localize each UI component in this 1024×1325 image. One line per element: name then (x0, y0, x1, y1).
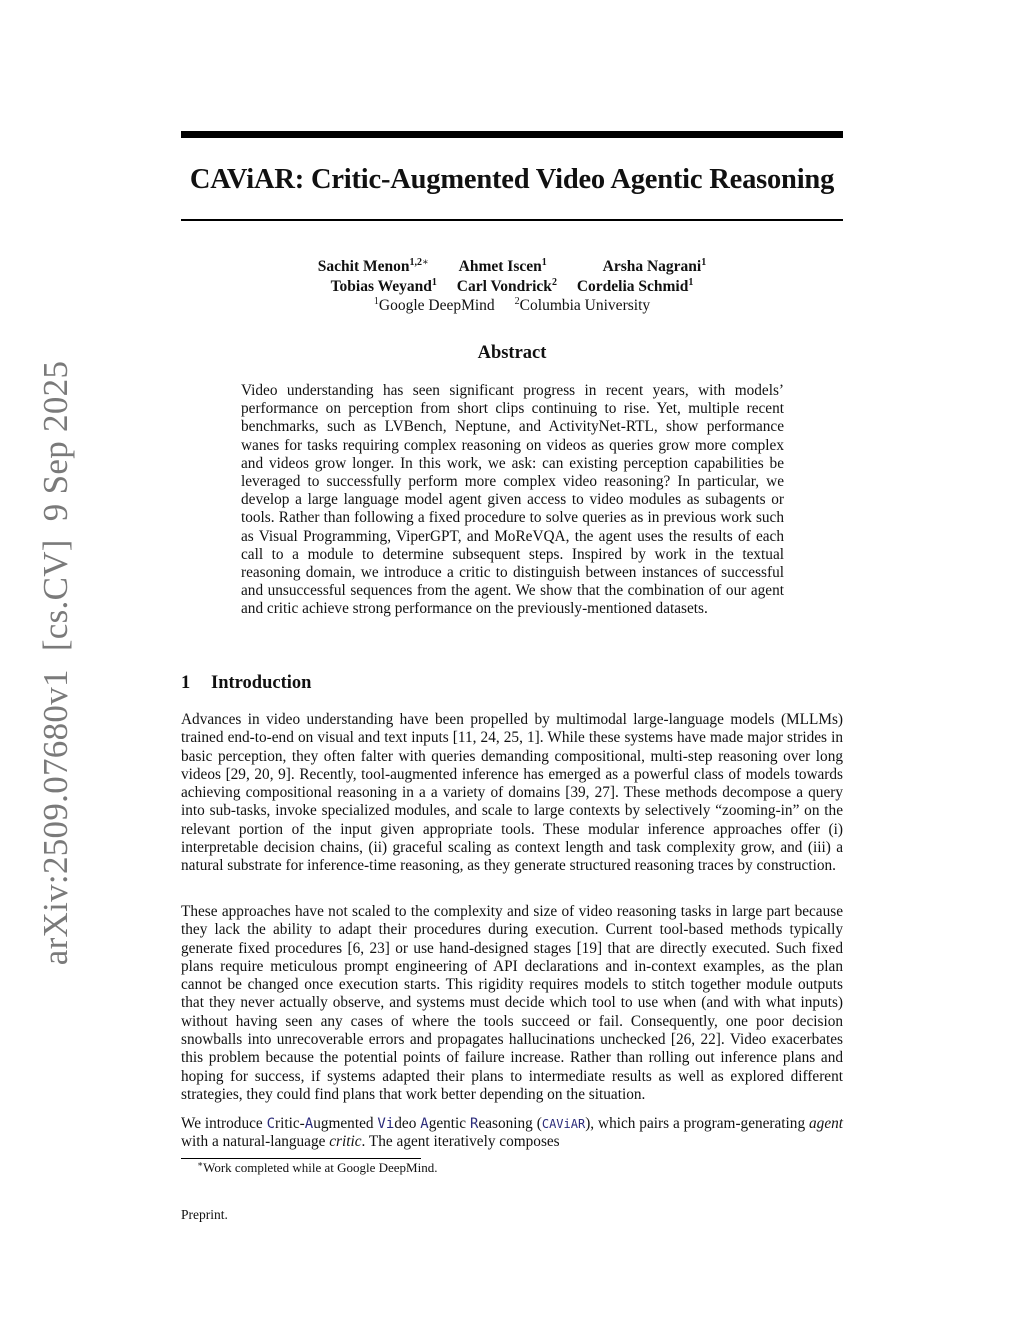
intro-paragraph-1: Advances in video understanding have been propelled by multimodal large-language models (MLLMs) trained end-to-end on visual and text inputs [11, 24, 25, 1]. While these systems have made major strides in basic perception, they often falter with queries demanding compositional, multi-step reasoning over long videos [29, 20, 9]. Recently, tool-augmented inference has emerged as a powerful class of models towards achieving compositional reasoning in a a variety of domains [39, 27]. These methods decompose a query into sub-tasks, invoke specialized modules, and scale to large contexts by selectively “zooming-in” on the relevant portion of the input given appropriate tools. These modular inference approaches offer (i) interpretable decision chains, (ii) graceful scaling as context length and task complexity grow, and (iii) a natural substrate for inference-time reasoning, as they generate structured reasoning traces by construction. (181, 711, 843, 875)
arxiv-stamp (36, 361, 76, 966)
author-affil: 1 (431, 276, 437, 288)
author-block (181, 257, 843, 316)
footnote-rule (181, 1158, 421, 1159)
affiliation: Google DeepMind (378, 297, 495, 314)
footer-preprint: Preprint. (181, 1207, 228, 1222)
arxiv-id: arXiv:2509.07680v1 (36, 669, 75, 966)
author-name: Sachit Menon (317, 258, 410, 275)
section-title: Introduction (211, 673, 312, 693)
author-affil: 1 (701, 257, 707, 268)
title-top-rule (181, 131, 843, 138)
author-affil: 2 (551, 276, 557, 288)
arxiv-date: 9 Sep 2025 (36, 360, 75, 522)
author-name: Carl Vondrick (456, 277, 552, 295)
intro-paragraph-3: We introduce Critic-Augmented Video Agentic Reasoning (CAViAR), which pairs a program-generating agent with a natural-language critic. The agent iteratively composes (181, 1115, 844, 1151)
author-name: Arsha Nagrani (602, 258, 702, 275)
affiliation: Columbia University (519, 297, 651, 314)
author-affil: 1,2∗ (409, 257, 429, 268)
abstract-heading: Abstract (477, 343, 547, 363)
author-affil: 1 (541, 257, 547, 268)
paper-title: CAViAR: Critic-Augmented Video Agentic Reasoning (189, 164, 835, 195)
author-name: Ahmet Iscen (458, 258, 542, 275)
affiliation-row: $^1$Google DeepMind $^2$Columbia University (373, 296, 651, 314)
author-affil: 1 (688, 276, 694, 288)
author-name: Tobias Weyand (330, 277, 432, 295)
author-name: Cordelia Schmid (576, 277, 689, 295)
section-number: 1 (181, 673, 191, 693)
author-row-2 (181, 277, 843, 297)
title-bottom-rule (181, 219, 843, 221)
author-row-1 (181, 257, 843, 277)
abstract-text: Video understanding has seen significant progress in recent years, with models’ performance on perception from short clips continuing to rise. Yet, multiple recent benchmarks, such as LVBench, Neptune, and ActivityNet-RTL, show performance wanes for tasks requiring complex reasoning on videos as queries grow more complex and videos grow longer. In this work, we ask: can existing perception capabilities be leveraged to successfully perform more complex video reasoning? In particular, we develop a large language model agent given access to video modules as subagents or tools. Rather than following a fixed procedure to solve queries as in previous work such as Visual Programming, ViperGPT, and MoReVQA, the agent uses the results of each call to a module to determine subsequent steps. Inspired by work in the textual reasoning domain, we introduce a critic to distinguish between instances of successful and unsuccessful sequences from the agent. We show that the combination of our agent and critic achieve strong performance on the previously-mentioned datasets. (241, 382, 784, 618)
footnote: ∗Work completed while at Google DeepMind. (197, 1159, 438, 1175)
arxiv-category: [cs.CV] (36, 539, 75, 652)
method-acronym: CAViAR (541, 1117, 586, 1131)
section-heading (181, 671, 843, 695)
intro-paragraph-2: These approaches have not scaled to the complexity and size of video reasoning tasks in large part because they lack the ability to adapt their procedures during execution. Current tool-based methods typically generate fixed procedures [6, 23] or use hand-designed stages [19] that are directly executed. Such fixed plans require meticulous prompt engineering of API declarations and in-context examples, as the plan cannot be changed once execution starts. This rigidity requires models to stitch together module outputs that they never actually observe, and systems must decide which tool to use when (and with what inputs) without having seen any cases of where the tools succeed or fail. Consequently, one poor decision snowballs into unrecoverable errors and propagates hallucinations unchecked [26, 22]. Video exacerbates this problem because the potential points of failure increase. Rather than rolling out inference plans and hoping for success, if systems adapted their plans to intermediate results as well as explored different strategies, they could find plans that work better depending on the situation. (181, 903, 843, 1103)
